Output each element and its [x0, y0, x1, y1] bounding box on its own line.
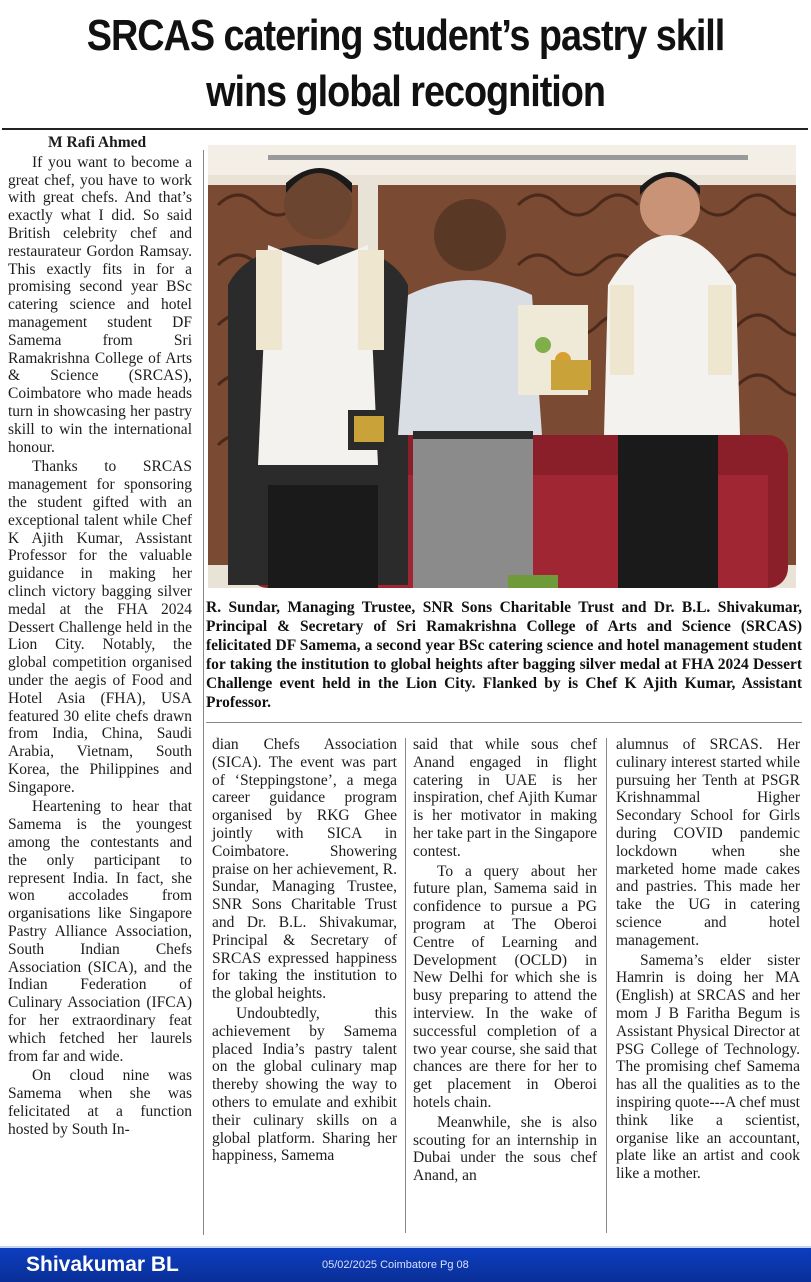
column-divider: [606, 738, 607, 1233]
paragraph: Samema’s elder sister Hamrin is doing her MA (English) at SRCAS and her mom J B Faritha Begum is Assistant Physical Director at PSG College of Technology. The promising chef Samema has all the qualities as to the inspiring quote---A chef must think like a scientist, organise like an accountant, plate like an artist and cook like a mother.: [616, 951, 800, 1183]
paragraph: If you want to become a great chef, you have to work with great chefs. And that’s exactly what I did. So said British celebrity chef and restaurateur Gordon Ramsay. This exactly fits in for a promising second year BSc catering science and hotel management student DF Samema from Sri Ramakrishna College of Arts & Science (SRCAS), Coimbatore who made heads turn in showcasing her pastry skill to win the international honour.: [8, 153, 192, 456]
headline-line-1: SRCAS catering student’s pastry skill: [86, 11, 725, 60]
column-divider: [405, 738, 406, 1233]
article-column-2: [212, 736, 397, 1165]
photo-illustration: [208, 145, 796, 588]
article-column-1: [8, 134, 192, 1139]
paragraph: dian Chefs Association (SICA). The event was part of ‘Steppingstone’, a mega career guidance program organised by RKG Ghee jointly with SICA in Coimbatore. Showering praise on her achievement, R. Sundar, Managing Trustee, SNR Sons Charitable Trust and Dr. B.L. Shivakumar, Principal & Secretary of SRCAS expressed happiness for taking the institution to the global heights.: [212, 736, 397, 1003]
article-column-3: [413, 736, 597, 1185]
column-divider: [203, 150, 204, 1235]
headline-rule: [2, 128, 808, 130]
caption-rule: [206, 722, 802, 723]
paragraph: Heartening to hear that Samema is the youngest among the contestants and the only participant to represent India. In fact, she won accolades from organisations like Singapore Pastry Alliance Association, South Indian Chefs Association (SICA), and the Indian Federation of Culinary Association (IFCA) for her extraordinary feat which fetched her laurels from far and wide.: [8, 798, 192, 1065]
paragraph: said that while sous chef Anand engaged in flight catering in UAE is her inspiration, chef Ajith Kumar is her motivator in making her take part in the Singapore contest.: [413, 736, 597, 860]
paragraph: alumnus of SRCAS. Her culinary interest started while pursuing her Tenth at PSGR Krishnammal Higher Secondary School for Girls during COVID pandemic lockdown when she marketed home made cakes and pastries. This made her take the UG in catering science and hotel management.: [616, 736, 800, 949]
paragraph: Meanwhile, she is also scouting for an internship in Dubai under the sous chef Anand, an: [413, 1113, 597, 1185]
paragraph: Undoubtedly, this achievement by Samema placed India’s pastry talent on the global culinary map thereby showing the way to others to emulate and exhibit their culinary skills on a global platform. Sharing her happiness, Samema: [212, 1004, 397, 1165]
paragraph: To a query about her future plan, Samema said in confidence to pursue a PG program at The Oberoi Centre of Learning and Development (OCLD) in New Delhi for which she is busy preparing to attend the interview. In the wake of successful completion of a two year course, she said that chances are there for her to get placement in Oberoi hotels chain.: [413, 862, 597, 1111]
news-photo: [208, 145, 796, 588]
footer-name: Shivakumar BL: [26, 1253, 179, 1276]
headline-line-2: wins global recognition: [206, 67, 605, 116]
footer-bar: [0, 1246, 811, 1282]
headline: [57, 8, 754, 120]
article-column-4: [616, 736, 800, 1183]
paragraph: Thanks to SRCAS management for sponsoring the student gifted with an exceptional talent while Chef K Ajith Kumar, Assistant Professor for the valuable guidance in making her clinch victory bagging silver medal at the FHA 2024 Dessert Challenge held in the Lion City. Notably, the global competition organised under the aegis of Food and Hotel Asia (FHA), USA featured 30 elite chefs drawn from India, China, Saudi Arabia, Vietnam, South Korea, the Philippines and Singapore.: [8, 458, 192, 796]
paragraph: On cloud nine was Samema when she was felicitated at a function hosted by South In-: [8, 1067, 192, 1138]
photo-caption: R. Sundar, Managing Trustee, SNR Sons Charitable Trust and Dr. B.L. Shivakumar, Principal & Secretary of Sri Ramakrishna College of Arts and Science (SRCAS) felicitated DF Samema, a second year BSc catering science and hotel management student for taking the institution to global heights after bagging silver medal at FHA 2024 Dessert Challenge event held in the Lion City. Flanked by is Chef K Ajith Kumar, Assistant Professor.: [206, 599, 802, 711]
byline: M Rafi Ahmed: [48, 134, 147, 151]
footer-edition: 05/02/2025 Coimbatore Pg 08: [322, 1259, 469, 1271]
